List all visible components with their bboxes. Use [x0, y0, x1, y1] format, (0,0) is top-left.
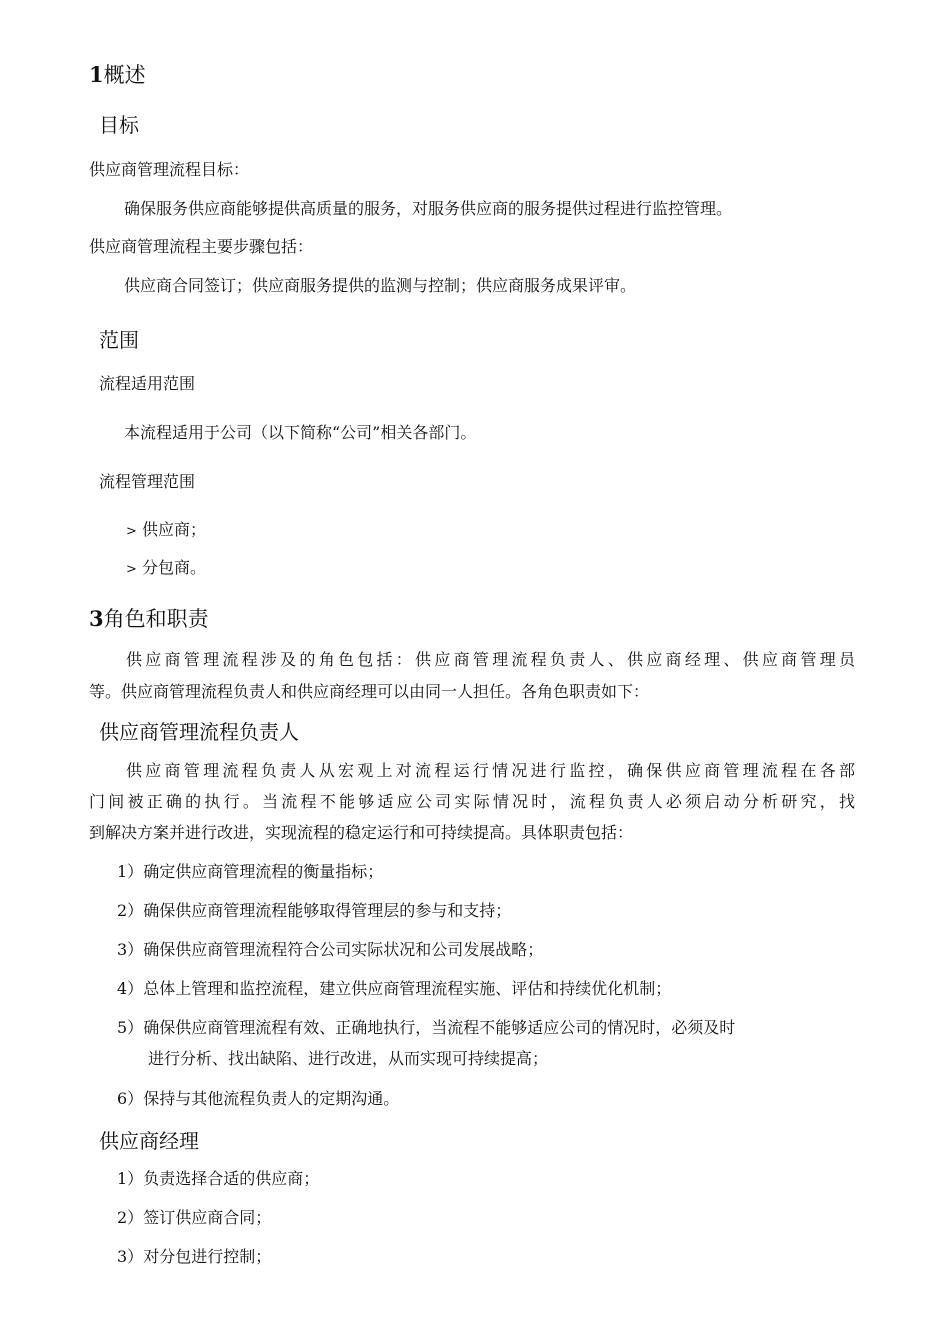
duty-number: 2） — [117, 1208, 144, 1227]
goal-heading: 目标 — [99, 113, 139, 137]
roles-intro-line-1: 供应商管理流程涉及的角色包括：供应商管理流程负责人、供应商经理、供应商管理员 — [126, 650, 855, 669]
scope-applicable-text: 本流程适用于公司（以下简称“公司”相关各部门。 — [124, 423, 477, 442]
duty-text: 对分包进行控制； — [143, 1247, 272, 1266]
duty-number: 4） — [117, 979, 144, 998]
goal-statement: 确保服务供应商能够提供高质量的服务，对服务供应商的服务提供过程进行监控管理。 — [124, 199, 733, 218]
roles-intro-line-2: 等。供应商管理流程负责人和供应商经理可以由同一人担任。各角色职责如下： — [89, 682, 650, 701]
duty-number: 3） — [117, 1247, 144, 1266]
owner-desc-line-1: 供应商管理流程负责人从宏观上对流程运行情况进行监控，确保供应商管理流程在各部 — [126, 761, 855, 780]
section-1-heading — [89, 62, 146, 88]
section-3-number: 3 — [89, 606, 104, 631]
duty-text: 负责选择合适的供应商； — [143, 1169, 320, 1188]
owner-desc-line-2: 门间被正确的执行。当流程不能够适应公司实际情况时，流程负责人必须启动分析研究，找 — [89, 792, 855, 811]
owner-duty-item — [117, 1018, 735, 1037]
manager-duty-item — [117, 1169, 319, 1188]
section-1-number: 1 — [89, 62, 104, 87]
owner-duty-item — [117, 979, 671, 998]
duty-number: 1） — [117, 1169, 144, 1188]
scope-item-text: 分包商。 — [142, 558, 207, 577]
duty-text: 总体上管理和监控流程，建立供应商管理流程实施、评估和持续优化机制； — [143, 979, 672, 998]
owner-duty-continuation: 进行分析、找出缺陷、进行改进，从而实现可持续提高； — [148, 1049, 549, 1068]
manager-heading: 供应商经理 — [99, 1129, 199, 1153]
duty-number: 1） — [117, 862, 144, 881]
bullet-marker: > — [126, 524, 137, 539]
owner-heading: 供应商管理流程负责人 — [99, 720, 299, 744]
scope-management-heading: 流程管理范围 — [99, 472, 196, 491]
owner-duty-item — [117, 940, 543, 959]
bullet-marker: > — [126, 562, 137, 577]
scope-item — [126, 520, 206, 540]
duty-number: 6） — [117, 1089, 144, 1108]
scope-heading: 范围 — [99, 328, 139, 352]
owner-duty-item — [117, 1089, 399, 1108]
owner-desc-line-3: 到解决方案并进行改进，实现流程的稳定运行和可持续提高。具体职责包括： — [89, 823, 634, 842]
duty-text: 确保供应商管理流程能够取得管理层的参与和支持； — [143, 901, 512, 920]
duty-text: 确保供应商管理流程符合公司实际状况和公司发展战略； — [143, 940, 544, 959]
owner-duty-item — [117, 862, 383, 881]
scope-item-text: 供应商； — [142, 520, 207, 539]
goal-intro: 供应商管理流程目标： — [89, 160, 250, 179]
scope-applicable-heading: 流程适用范围 — [99, 374, 196, 393]
owner-duty-item — [117, 901, 511, 920]
duty-number: 5） — [117, 1018, 144, 1037]
scope-item — [126, 558, 206, 578]
duty-text: 签订供应商合同； — [143, 1208, 272, 1227]
manager-duty-item — [117, 1247, 271, 1266]
section-3-heading — [89, 606, 209, 632]
goal-steps-intro: 供应商管理流程主要步骤包括： — [89, 237, 314, 256]
duty-text: 确定供应商管理流程的衡量指标； — [143, 862, 384, 881]
manager-duty-item — [117, 1208, 271, 1227]
duty-number: 3） — [117, 940, 144, 959]
duty-text: 保持与其他流程负责人的定期沟通。 — [143, 1089, 400, 1108]
goal-steps: 供应商合同签订；供应商服务提供的监测与控制；供应商服务成果评审。 — [124, 276, 637, 295]
section-3-title: 角色和职责 — [103, 607, 209, 631]
duty-number: 2） — [117, 901, 144, 920]
duty-text: 确保供应商管理流程有效、正确地执行，当流程不能够适应公司的情况时，必须及时 — [143, 1018, 736, 1037]
section-1-title: 概述 — [103, 63, 146, 87]
